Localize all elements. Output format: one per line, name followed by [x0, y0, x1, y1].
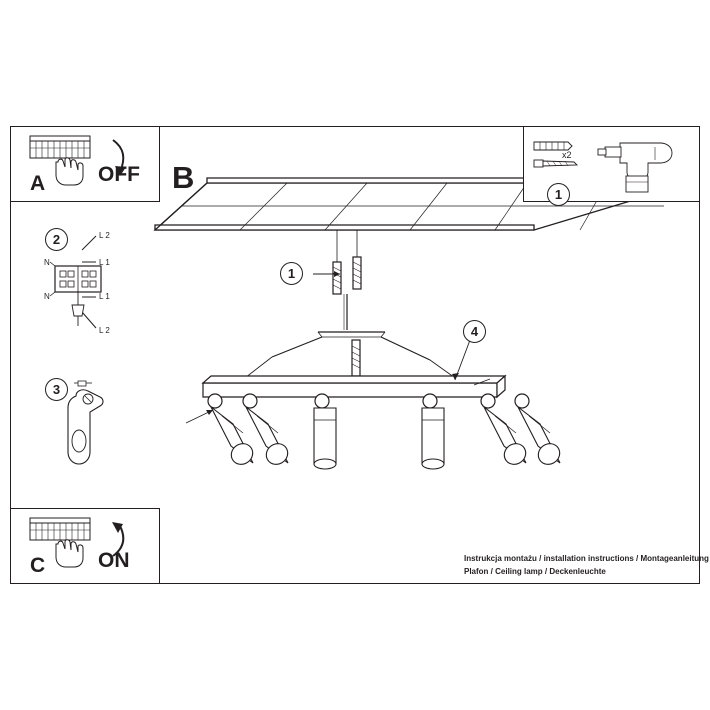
callout-ceiling: 1: [280, 262, 303, 285]
step-a-letter: A: [30, 172, 46, 195]
connector-screw-icon: [74, 381, 92, 386]
terminal-label-l1-top: L 1: [99, 258, 110, 267]
terminal-label-n-top: N: [44, 258, 50, 267]
step-a-action-label: OFF: [98, 163, 140, 186]
terminal-label-l2-top: L 2: [99, 231, 110, 240]
footer-line-1: Instrukcja montażu / installation instructions / Montageanleitung: [464, 554, 709, 563]
terminal-label-n-bottom: N: [44, 292, 50, 301]
callout-fixture: 4: [463, 320, 486, 343]
screw-count-label: x2: [562, 150, 572, 160]
footer-text: [464, 552, 709, 578]
footer-line-2: Plafon / Ceiling lamp / Deckenleuchte: [464, 567, 606, 576]
callout-connector: 3: [45, 378, 68, 401]
callout-terminal: 2: [45, 228, 68, 251]
terminal-label-l1-bottom: L 1: [99, 292, 110, 301]
callout-tool: 1: [547, 183, 570, 206]
step-b-letter: B: [172, 160, 195, 195]
terminal-label-l2-bottom: L 2: [99, 326, 110, 335]
step-c-action-label: ON: [98, 549, 130, 572]
step-c-letter: C: [30, 554, 46, 577]
